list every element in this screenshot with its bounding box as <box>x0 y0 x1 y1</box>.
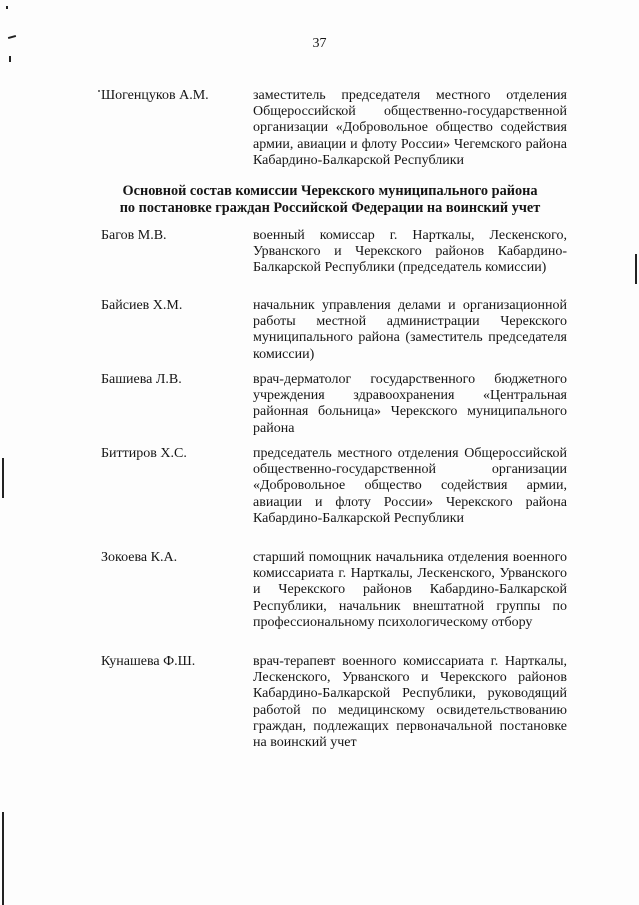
section-heading <box>80 183 580 216</box>
page-number: 37 <box>312 36 327 51</box>
member-name: Зокоева К.А. <box>101 550 178 565</box>
member-name: Багов М.В. <box>101 228 167 243</box>
member-name: Башиева Л.В. <box>101 372 182 387</box>
member-name: Байсиев Х.М. <box>101 298 183 313</box>
scan-mark-right-edge <box>635 254 637 284</box>
member-name: Кунашева Ф.Ш. <box>101 654 196 669</box>
member-name: Шогенцуков А.М. <box>101 88 209 103</box>
member-role: старший помощник начальника отделения военного комиссариата г. Нарткалы, Лескенского, Урванского и Черекского районов Кабардино-Балкарской Республики, начальник внештатной группы по профессиональному психологическому отбору <box>253 550 567 630</box>
member-role: врач-дерматолог государственного бюджетного учреждения здравоохранения «Центральная районная больница» Черекского муниципального района <box>253 372 567 436</box>
scan-mark-left-edge-1 <box>2 458 4 498</box>
member-role: председатель местного отделения Общероссийской общественно-государственной организации «Добровольное общество содействия армии, авиации и флоту России» Черекского района Кабардино-Балкарской Республики <box>253 446 567 526</box>
member-role: врач-терапевт военного комиссариата г. Нарткалы, Лескенского, Урванского и Черекского районов Кабардино-Балкарской Республики, руководящий работой по медицинскому освидетельствованию граждан, подлежащих первоначальной постановке на воинский учет <box>253 654 567 751</box>
member-role: военный комиссар г. Нарткалы, Лескенского, Урванского и Черекского районов Кабардино-Балкарской Республики (председатель комиссии) <box>253 228 567 276</box>
scan-mark-top-left-1 <box>6 6 8 9</box>
section-heading-line-2: по постановке граждан Российской Федерации на воинский учет <box>119 199 541 216</box>
scan-speck-1 <box>98 90 100 92</box>
scan-mark-top-left-3 <box>9 56 11 62</box>
member-role: заместитель председателя местного отделения Общероссийской общественно-государственной организации «Добровольное общество содействия армии, авиации и флоту России» Чегемского района Кабардино-Балкарской Республики <box>253 88 567 168</box>
member-name: Биттиров Х.С. <box>101 446 187 461</box>
section-heading-line-1: Основной состав комиссии Черекского муниципального района <box>122 183 538 199</box>
member-role: начальник управления делами и организационной работы местной администрации Черекского муниципального района (заместитель председателя комиссии) <box>253 298 567 362</box>
scan-mark-left-edge-2 <box>2 812 4 905</box>
